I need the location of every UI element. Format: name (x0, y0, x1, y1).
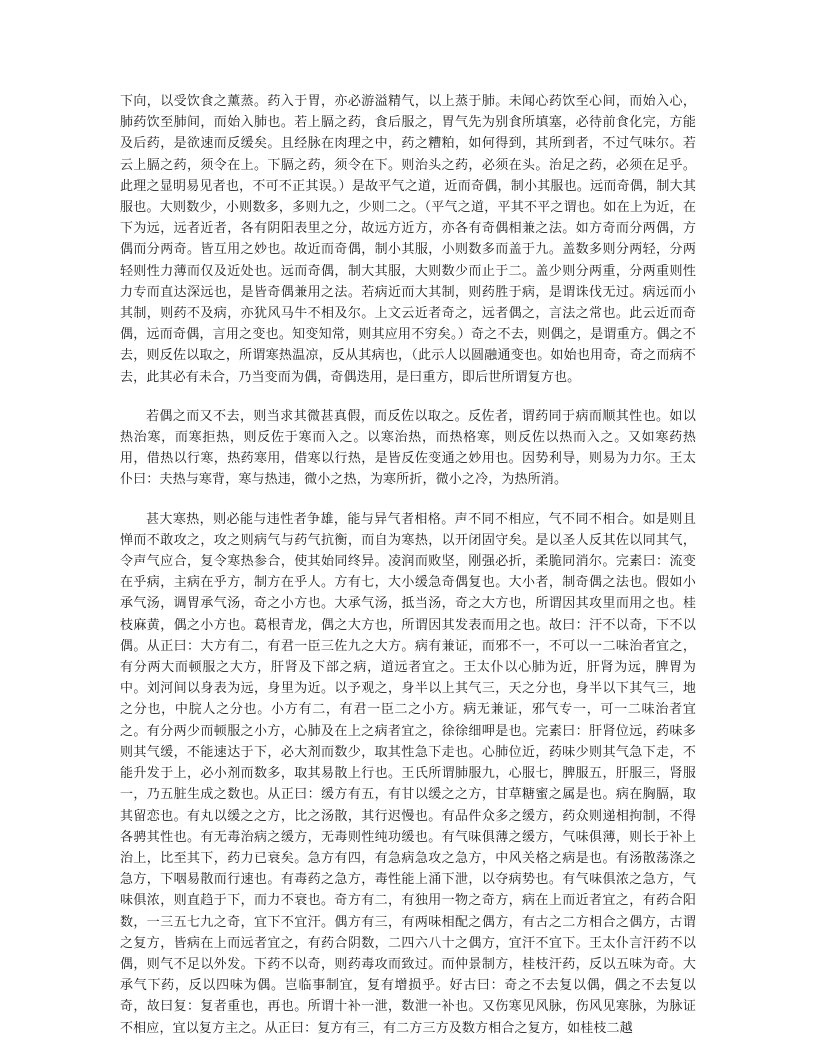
document-page (120, 91, 696, 1039)
body-paragraph-1: 下向，以受饮食之薰蒸。药入于胃，亦必游溢精气，以上蒸于肺。未闻心药饮至心间，而始入心，肺药饮至肺间，而始入肺也。若上膈之药，食后服之，胃气先为别食所填塞，必待前食化完，方能及后药，是欲速而反缓矣。且经脉在肉理之中，药之糟粕，如何得到，其所到者，不过气味尔。若云上膈之药，须令在上。下膈之药，须令在下。则治头之药，必须在头。治足之药，必须在足乎。此理之显明易见者也，不可不正其误。）是故平气之道，近而奇偶，制小其服也。远而奇偶，制大其服也。大则数少，小则数多，多则九之，少则二之。（平气之道，平其不平之谓也。如在上为近，在下为远，远者近者，各有阴阳表里之分，故远方近方，亦各有奇偶相兼之法。如方奇而分两偶，方偶而分两奇。皆互用之妙也。故近而奇偶，制小其服，小则数多而盖于九。盖数多则分两轻，分两轻则性力薄而仅及近处也。远而奇偶，制大其服，大则数少而止于二。盖少则分两重，分两重则性力专而直达深远也，是皆奇偶兼用之法。若病近而大其制，则药胜于病，是谓诛伐无过。病远而小其制，则药不及病，亦犹风马牛不相及尔。上文云近者奇之，远者偶之，言法之常也。此云近而奇偶，远而奇偶，言用之变也。知变知常，则其应用不穷矣。）奇之不去，则偶之，是谓重方。偶之不去，则反佐以取之，所谓寒热温凉，反从其病也，（此示人以圆融通变也。如始也用奇，奇之而病不去，此其必有未合，乃当变而为偶，奇偶迭用，是曰重方，即后世所谓复方也。 (120, 94, 696, 385)
body-paragraph-3: 甚大寒热，则必能与违性者争雄，能与异气者相格。声不同不相应，气不同不相合。如是则且惮而不敢攻之，攻之则病气与药气抗衡，而自为寒热，以开闭固守矣。是以圣人反其佐以同其气，令声气应合，复令寒热参合，使其始同终异。凌润而败坚，刚强必折，柔脆同消尔。完素曰：流变在乎病，主病在乎方，制方在乎人。方有七，大小缓急奇偶复也。大小者，制奇偶之法也。假如小承气汤，调胃承气汤，奇之小方也。大承气汤，抵当汤，奇之大方也，所谓因其攻里而用之也。桂枝麻黄，偶之小方也。葛根青龙，偶之大方也，所谓因其发表而用之也。故曰：汗不以奇，下不以偶。从正曰：大方有二，有君一臣三佐九之大方。病有兼证，而邪不一，不可以一二味治者宜之，有分两大而顿服之大方，肝肾及下部之病，道远者宜之。王太仆以心肺为近，肝肾为远，脾胃为中。刘河间以身表为远，身里为近。以予观之，身半以上其气三，天之分也，身半以下其气三，地之分也，中脘人之分也。小方有二，有君一臣二之小方。病无兼证，邪气专一，可一二味治者宜之。有分两少而顿服之小方，心肺及在上之病者宜之，徐徐细呷是也。完素曰：肝肾位远，药味多则其气缓，不能速达于下，必大剂而数少，取其性急下走也。心肺位近，药味少则其气急下走，不能升发于上，必小剂而数多，取其易散上行也。王氏所谓肺服九，心服七，脾服五，肝服三，肾服一，乃五脏生成之数也。从正曰：缓方有五，有甘以缓之之方，甘草糖蜜之属是也。病在胸膈，取其留恋也。有丸以缓之之方，比之汤散，其行迟慢也。有品件众多之缓方，药众则递相拘制，不得各骋其性也。有无毒治病之缓方，无毒则性纯功缓也。有气味俱薄之缓方，气味俱薄，则长于补上治上，比至其下，药力已衰矣。急方有四，有急病急攻之急方，中风关格之病是也。有汤散荡涤之急方，下咽易散而行速也。有毒药之急方，毒性能上涌下泄，以夺病势也。有气味俱浓之急方，气味俱浓，则直趋于下，而力不衰也。奇方有二，有独用一物之奇方，病在上而近者宜之，有药合阳数，一三五七九之奇，宜下不宜汗。偶方有三，有两味相配之偶方，有古之二方相合之偶方，古谓之复方，皆病在上而远者宜之，有药合阴数，二四六八十之偶方，宜汗不宜下。王太仆言汗药不以偶，则气不足以外发。下药不以奇，则药毒攻而致过。而仲景制方，桂枝汗药，反以五味为奇。大承气下药，反以四味为偶。岂临事制宜，复有增损乎。好古曰：奇之不去复以偶，偶之不去复以奇，故曰复：复者重也，再也。所谓十补一泄，数泄一补也。又伤寒见风脉，伤风见寒脉，为脉证不相应，宜以复方主之。从正曰：复方有三，有二方三方及数方相合之复方，如桂枝二越 (120, 511, 696, 1036)
body-paragraph-2: 若偶之而又不去，则当求其微甚真假，而反佐以取之。反佐者，谓药同于病而顺其性也。如以热治寒，而寒拒热，则反佐于寒而入之。以寒治热，而热格寒，则反佐以热而入之。又如寒药热用，借热以行寒，热药寒用，借寒以行热，是皆反佐变通之妙用也。因势利导，则易为力尔。王太仆曰：夫热与寒背，寒与热违，微小之热，为寒所折，微小之冷，为热所消。 (120, 408, 696, 488)
